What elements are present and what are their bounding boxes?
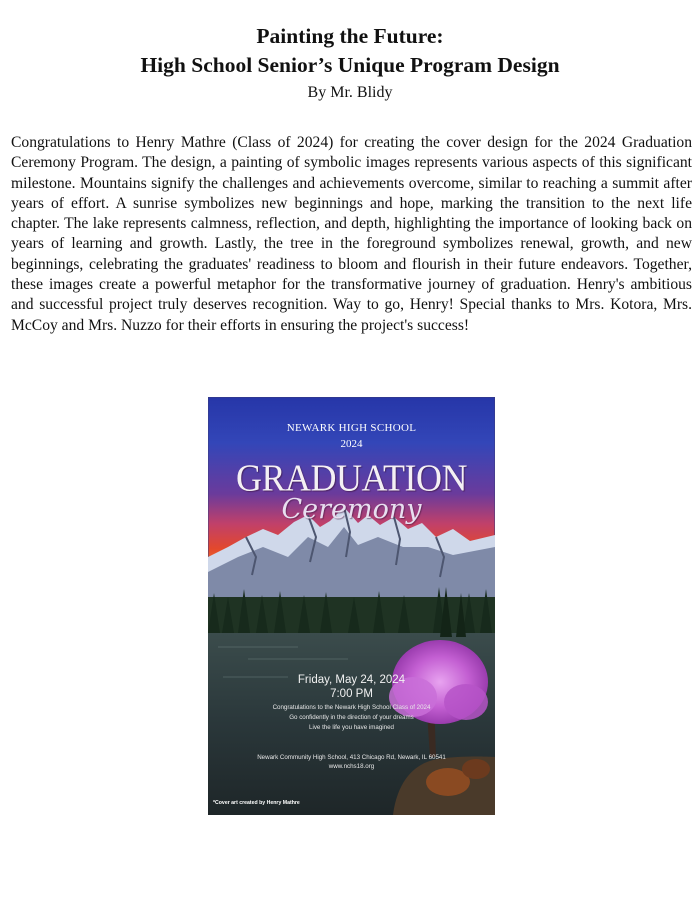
poster-art-credit: *Cover art created by Henry Mathre bbox=[213, 800, 300, 806]
article-title bbox=[0, 22, 700, 80]
poster-heading: GRADUATION bbox=[236, 457, 467, 499]
poster-address: Newark Community High School, 413 Chicago Rd, Newark, IL 60541 bbox=[257, 754, 446, 761]
title-line-2: High School Senior’s Unique Program Design bbox=[140, 53, 560, 77]
poster-congrats-line-1: Congratulations to the Newark High School Class of 2024 bbox=[272, 704, 431, 711]
poster-website: www.nchs18.org bbox=[328, 763, 375, 770]
poster-date: Friday, May 24, 2024 bbox=[297, 674, 406, 686]
poster-congrats-line-3: Live the life you have imagined bbox=[309, 724, 394, 731]
byline: By Mr. Blidy bbox=[307, 84, 393, 101]
title-line-1: Painting the Future: bbox=[256, 24, 444, 48]
article-body: Congratulations to Henry Mathre (Class of 2024) for creating the cover design for the 2024 Graduation Ceremony Program. The design, a painting of symbolic images represents various aspects of this significant milestone. Mountains signify the challenges and achievements overcome, similar to reaching a summit after years of effort. A sunrise symbolizes new beginnings and hope, marking the transition to the next life chapter. The lake represents calmness, reflection, and depth, highlighting the importance of looking back on years of learning and growth. Lastly, the tree in the foreground symbolizes renewal, growth, and new beginnings, celebrating the graduates' readiness to bloom and flourish in their future endeavors. Together, these images create a powerful metaphor for the transformative journey of graduation. Henry's ambitious and successful project truly deserves recognition. Way to go, Henry! Special thanks to Mrs. Kotora, Mrs. McCoy and Mrs. Nuzzo for their efforts in ensuring the project's success! bbox=[11, 134, 692, 334]
poster-school-name: NEWARK HIGH SCHOOL bbox=[286, 422, 417, 434]
program-cover-image bbox=[208, 397, 495, 815]
poster-congrats-line-2: Go confidently in the direction of your dreams bbox=[289, 714, 414, 721]
poster-subheading: Ceremony bbox=[281, 494, 422, 525]
poster-time: 7:00 PM bbox=[330, 688, 373, 700]
poster-year: 2024 bbox=[340, 438, 363, 450]
